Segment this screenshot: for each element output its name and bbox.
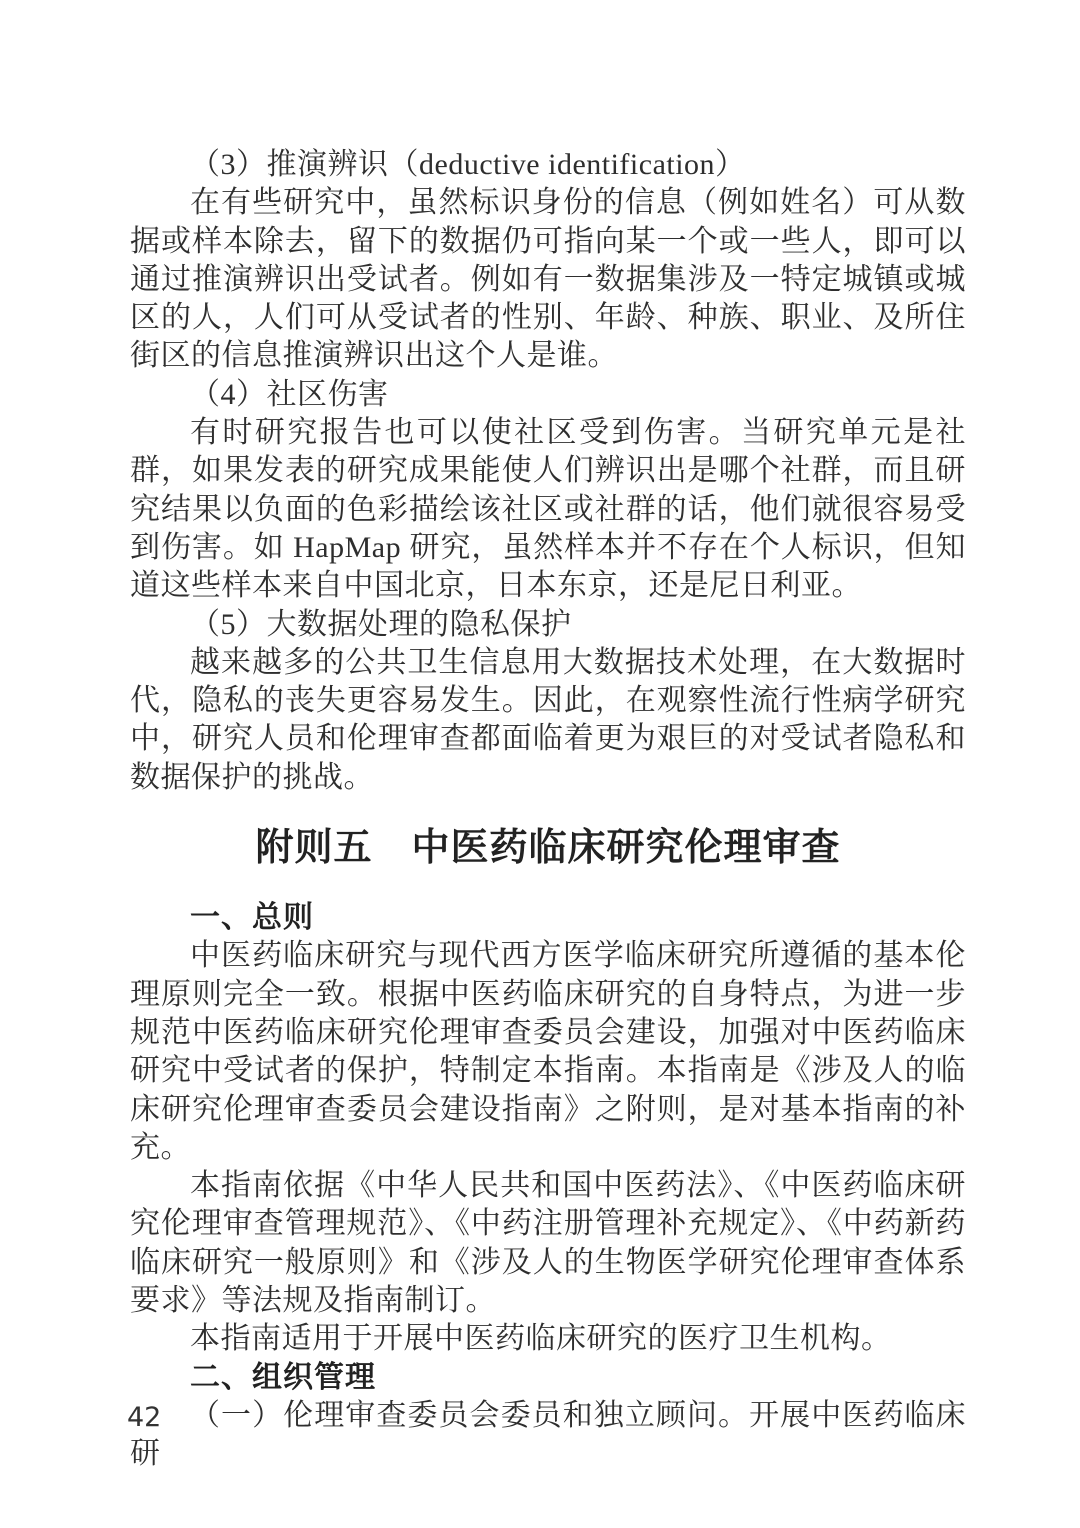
paragraph-general-principles-3: 本指南适用于开展中医药临床研究的医疗卫生机构。 xyxy=(190,1322,892,1356)
paragraph-general-principles-1: 中医药临床研究与现代西方医学临床研究所遵循的基本伦理原则完全一致。根据中医药临床研究的自身特点，为进一步规范中医药临床研究伦理审查委员会建设，加强对中医药临床研究中受试者的保护，特制定本指南。本指南是《涉及人的临床研究伦理审查委员会建设指南》之附则，是对基本指南的补充。 xyxy=(130,939,966,1164)
page-number: 42 xyxy=(127,1402,162,1433)
paragraph-deductive-identification-body: 在有些研究中，虽然标识身份的信息（例如姓名）可从数据或样本除去，留下的数据仍可指向某一个或一些人，即可以通过推演辨识出受试者。例如有一数据集涉及一特定城镇或城区的人，人们可从受试者的性别、年龄、种族、职业、及所住街区的信息推演辨识出这个人是谁。 xyxy=(130,186,966,373)
paragraph-community-harm-body: 有时研究报告也可以使社区受到伤害。当研究单元是社群，如果发表的研究成果能使人们辨识出是哪个社群，而且研究结果以负面的色彩描绘该社区或社群的话，他们就很容易受到伤害。如 HapMap 研究，虽然样本并不存在个人标识，但知道这些样本来自中国北京，日本东京，还是尼日利亚。 xyxy=(130,416,966,603)
list-item-3-deductive-identification: （3）推演辨识（deductive identification） xyxy=(190,148,746,181)
section-heading-appendix-five: 附则五 中医药临床研究伦理审查 xyxy=(255,827,841,870)
paragraph-general-principles-2: 本指南依据《中华人民共和国中医药法》、《中医药临床研究伦理审查管理规范》、《中药注册管理补充规定》、《中药新药临床研究一般原则》和《涉及人的生物医学研究伦理审查体系要求》等法规及指南制订。 xyxy=(130,1169,966,1318)
paragraph-organization-management-1: （一）伦理审查委员会委员和独立顾问。开展中医药临床研 xyxy=(130,1398,966,1471)
list-item-4-community-harm: （4）社区伤害 xyxy=(190,377,389,411)
subheading-organization-management: 二、组织管理 xyxy=(190,1360,376,1394)
subheading-general-principles: 一、总则 xyxy=(190,901,314,935)
paragraph-big-data-privacy-body: 越来越多的公共卫生信息用大数据技术处理，在大数据时代，隐私的丧失更容易发生。因此，在观察性流行性病学研究中，研究人员和伦理审查都面临着更为艰巨的对受试者隐私和数据保护的挑战。 xyxy=(130,645,966,794)
list-item-5-big-data-privacy: （5）大数据处理的隐私保护 xyxy=(190,607,572,641)
document-text-column xyxy=(130,146,966,1474)
